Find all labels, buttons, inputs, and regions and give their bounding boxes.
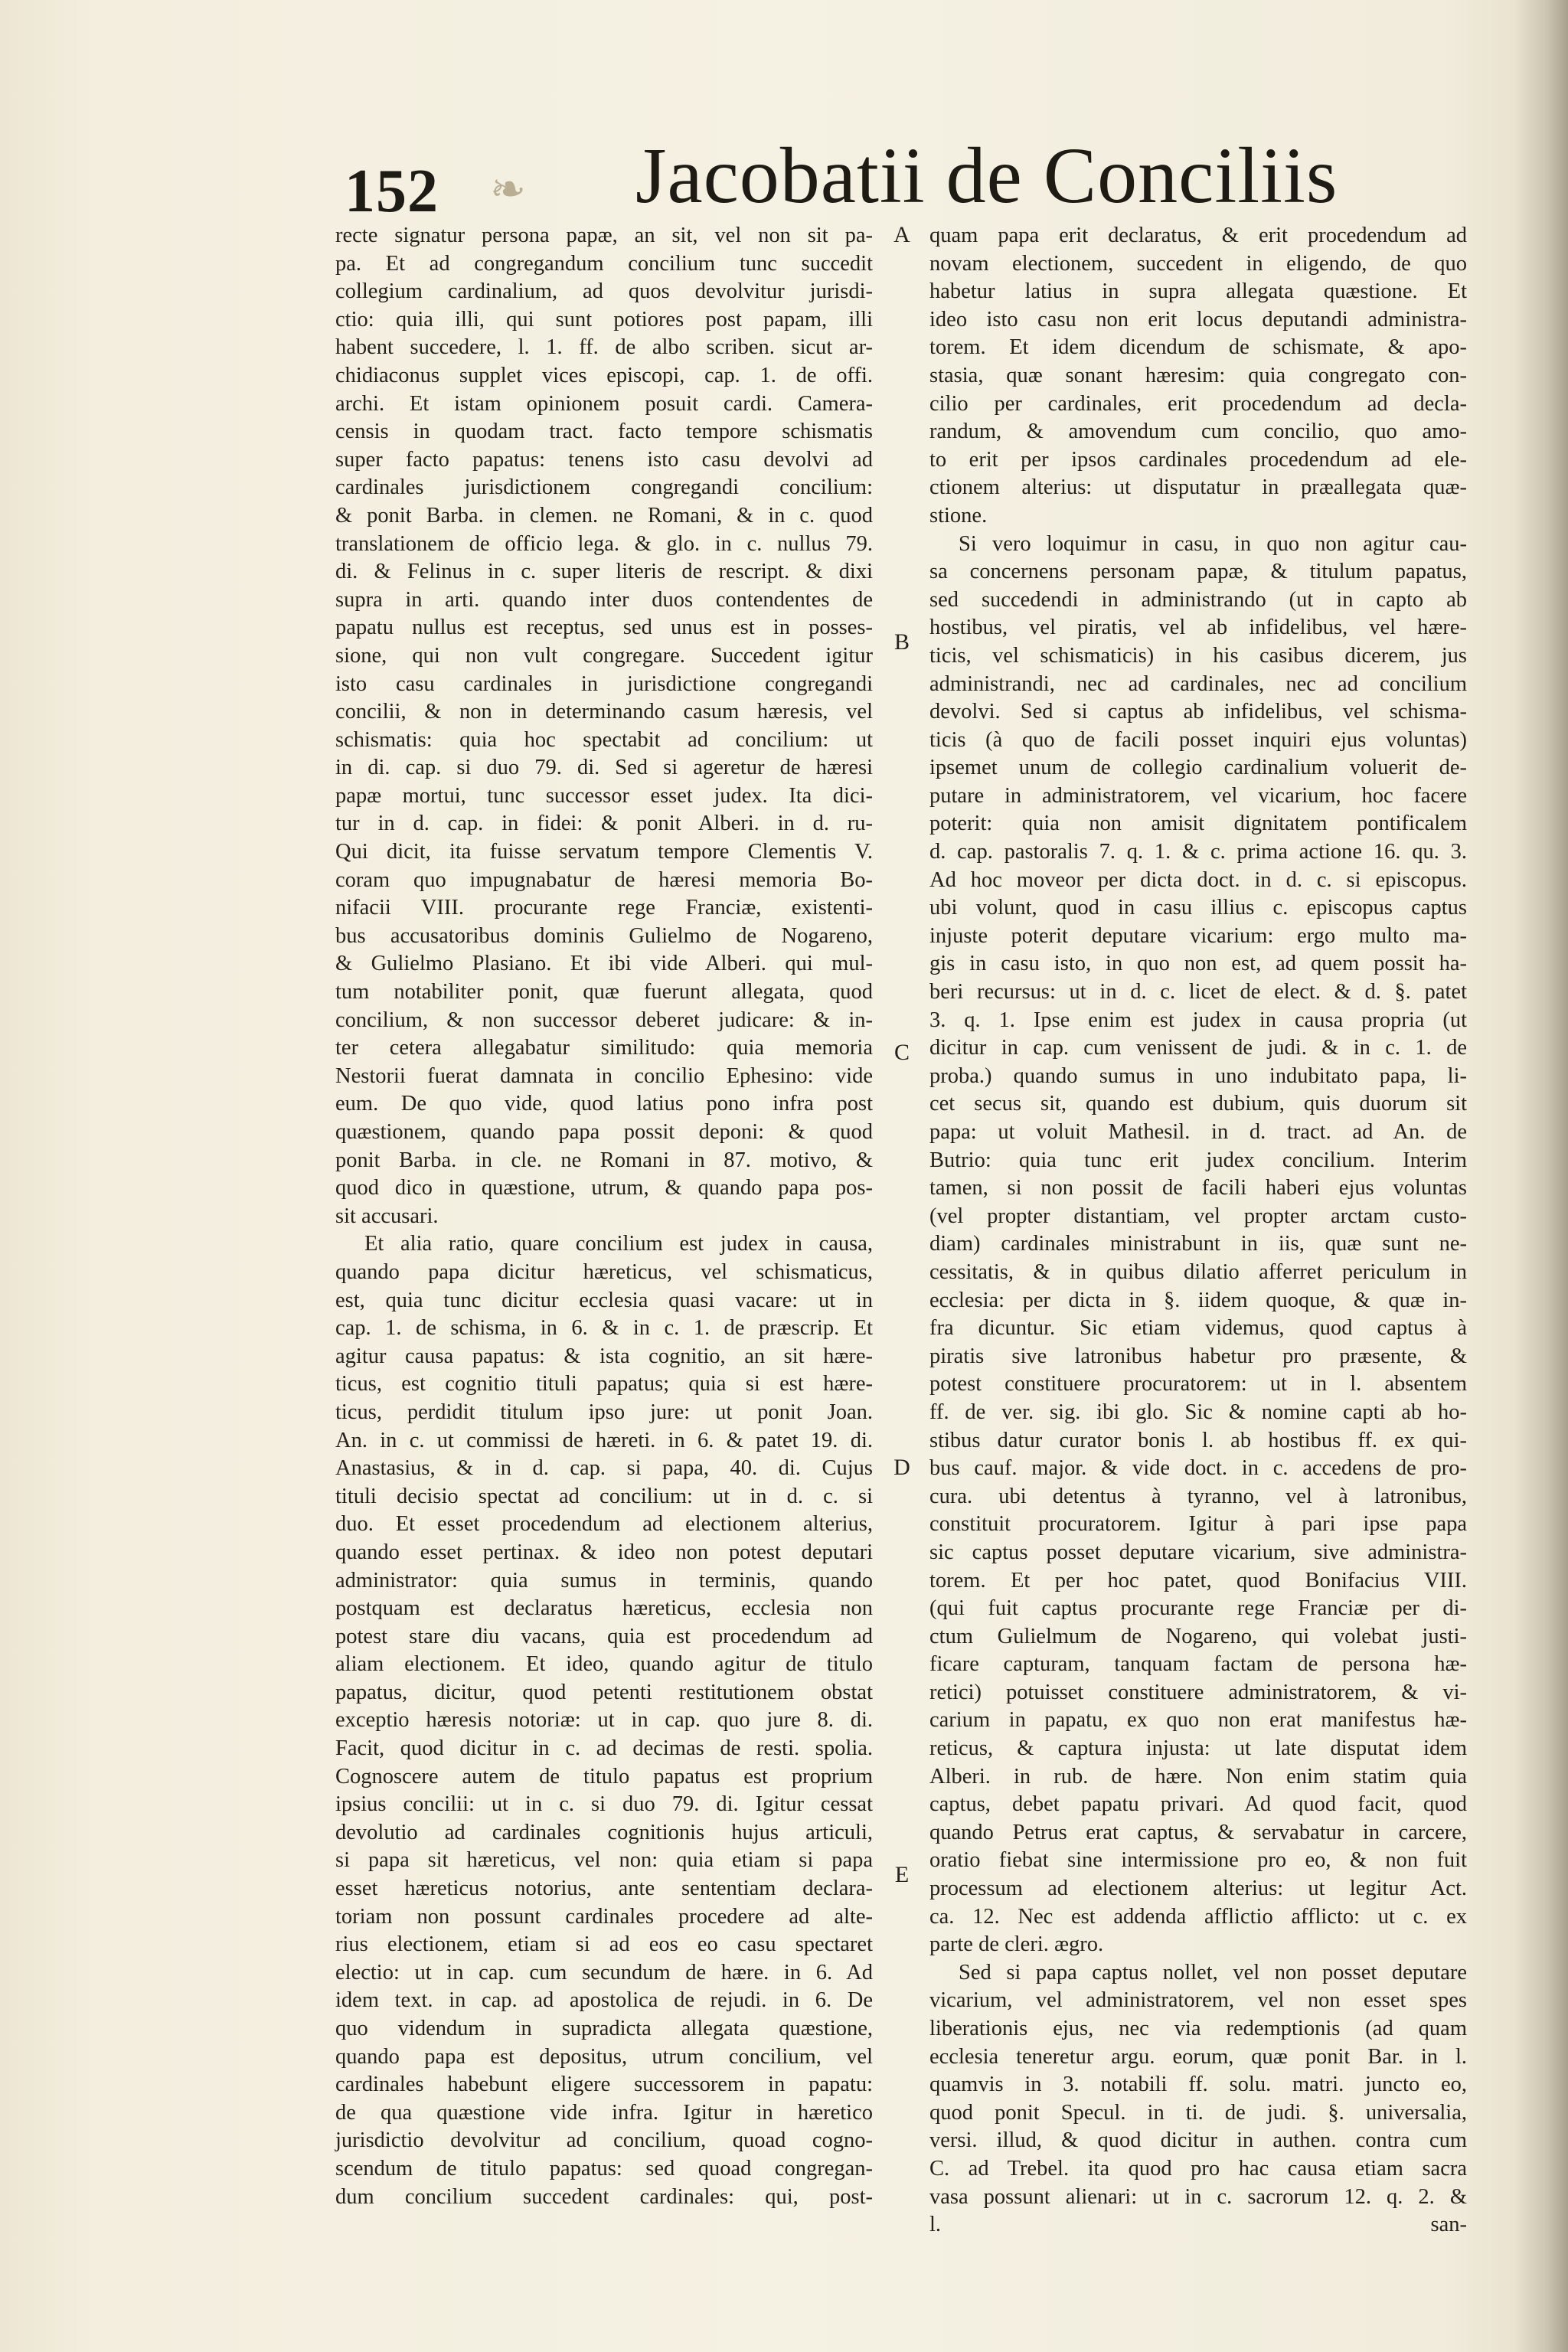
text-line: versi. illud, & quod dicitur in authen. contra cum (929, 2128, 1467, 2153)
text-line: dum concilium succedent cardinales: qui, post- (335, 2184, 873, 2209)
text-line: schismatis: quia hoc spectabit ad concilium: ut (335, 727, 873, 752)
text-line: quod ponit Specul. in ti. de judi. §. universalia, (929, 2100, 1467, 2125)
margin-marker-d: D (893, 1455, 910, 1480)
text-line: ticis, vel schismaticis) in his casibus dicerem, jus (929, 643, 1467, 668)
text-line: super facto papatus: tenens isto casu devolvi ad (335, 447, 873, 472)
text-line: Alberi. in rub. de hære. Non enim statim quia (929, 1764, 1467, 1788)
text-line: isto casu cardinales in jurisdictione congregandi (335, 671, 873, 696)
text-line: idem text. in cap. ad apostolica de rejudi. in 6. De (335, 1988, 873, 2013)
text-line: administrandi, nec ad cardinales, nec ad concilium (929, 671, 1467, 696)
faded-ornament: ❧ (490, 166, 526, 214)
text-line: to erit per ipsos cardinales procedendum ad ele- (929, 447, 1467, 472)
text-line: quæstionem, quando papa possit deponi: & quod (335, 1120, 873, 1144)
text-line: habetur latius in supra allegata quæstione. Et (929, 279, 1467, 304)
text-line: Ad hoc moveor per dicta doct. in d. c. si episcopus. (929, 867, 1467, 892)
text-line: censis in quodam tract. facto tempore schismatis (335, 420, 873, 444)
text-line: gis in casu isto, in quo non est, ad quem possit ha- (929, 952, 1467, 976)
margin-marker-b: B (893, 629, 910, 655)
text-line: pa. Et ad congregandum concilium tunc succedit (335, 251, 873, 276)
text-line: torem. Et idem dicendum de schismate, & apo- (929, 335, 1467, 360)
text-line: administrator: quia sumus in terminis, quando (335, 1568, 873, 1592)
text-line: bus cauf. major. & vide doct. in c. accedens de pro- (929, 1456, 1467, 1481)
text-line: cap. 1. de schisma, in 6. & in c. 1. de præscrip. Et (335, 1316, 873, 1341)
text-line: dicitur in cap. cum venissent de judi. & in c. 1. de (929, 1036, 1467, 1060)
text-line: eum. De quo vide, quod latius pono infra post (335, 1092, 873, 1116)
text-line: novam electionem, succedent in eligendo, de quo (929, 251, 1467, 276)
text-line: ipsemet unum de collegio cardinalium voluerit de- (929, 756, 1467, 780)
text-line: potest stare diu vacans, quia est procedendum ad (335, 1624, 873, 1648)
text-line: cardinales jurisdictionem congregandi concilium: (335, 475, 873, 500)
text-line: constituit procuratorem. Igitur à pari ipse papa (929, 1512, 1467, 1537)
text-line: ctionem alterius: ut disputatur in præallegata quæ- (929, 475, 1467, 500)
text-line: papa: ut voluit Mathesil. in d. tract. ad An. de (929, 1120, 1467, 1144)
text-line: concilium, & non successor deberet judicare: & in- (335, 1008, 873, 1032)
text-line: randum, & amovendum cum concilio, quo amo- (929, 420, 1467, 444)
text-line: Si vero loquimur in casu, in quo non agitur cau- (959, 531, 1467, 556)
text-line: Anastasius, & in d. cap. si papa, 40. di. Cujus (335, 1456, 873, 1481)
text-line: 3. q. 1. Ipse enim est judex in causa propria (ut (929, 1008, 1467, 1032)
margin-marker-e: E (894, 1862, 910, 1887)
text-line: sit accusari. (335, 1204, 439, 1228)
text-line: supra in arti. quando inter duos contendentes de (335, 587, 873, 612)
text-line: sa concernens personam papæ, & titulum papatus, (929, 560, 1467, 584)
text-line: cilio per cardinales, erit procedendum ad decla- (929, 391, 1467, 416)
text-line: cessitatis, & in quibus dilatio afferret periculum in (929, 1259, 1467, 1284)
text-line: de qua quæstione vide infra. Igitur in hæretico (335, 2100, 873, 2125)
text-line: potest constituere procuratorem: ut in l. absentem (929, 1372, 1467, 1396)
text-line: bus accusatoribus dominis Gulielmo de Nogareno, (335, 923, 873, 948)
right-text-column (929, 222, 1467, 2239)
text-line: d. cap. pastoralis 7. q. 1. & c. prima actione 16. qu. 3. (929, 840, 1467, 864)
text-line: ecclesia teneretur argu. eorum, quæ ponit Bar. in l. (929, 2044, 1467, 2069)
text-line: cura. ubi detentus à tyranno, vel à latronibus, (929, 1484, 1467, 1508)
text-line: exceptio hæresis notoriæ: ut in cap. quo jure 8. di. (335, 1708, 873, 1733)
text-line: ideo isto casu non erit locus deputandi administra- (929, 307, 1467, 332)
text-line: Sed si papa captus nollet, vel non posset deputare (959, 1960, 1467, 1984)
text-line: sed succedendi in administrando (ut in capto ab (929, 587, 1467, 612)
text-line: captus, debet papatu privari. Ad quod facit, quod (929, 1792, 1467, 1817)
text-line: stibus datur curator bonis l. ab hostibus ff. ex qui- (929, 1428, 1467, 1452)
margin-marker-c: C (893, 1040, 910, 1065)
text-line: electio: ut in cap. cum secundum de hære. in 6. Ad (335, 1960, 873, 1984)
text-line: quod dico in quæstione, utrum, & quando papa pos- (335, 1176, 873, 1200)
text-line: quam papa erit declaratus, & erit procedendum ad (929, 224, 1467, 247)
text-line: translationem de officio lega. & glo. in c. nullus 79. (335, 531, 873, 556)
text-line: carium in papatu, ex quo non erat manifestus hæ- (929, 1708, 1467, 1733)
text-line: Qui dicit, ita fuisse servatum tempore Clementis V. (335, 840, 873, 864)
text-line: tituli decisio spectat ad concilium: ut in d. c. si (335, 1484, 873, 1508)
text-line: piratis sive latronibus habetur pro præsente, & (929, 1344, 1467, 1368)
page-edge-shadow (1514, 0, 1568, 2352)
text-line: ficare capturam, tanquam factam de persona hæ- (929, 1652, 1467, 1677)
text-line: liberationis ejus, nec via redemptionis (ad quam (929, 2017, 1467, 2040)
text-line: ubi volunt, quod in casu illius c. episcopus captus (929, 896, 1467, 920)
margin-marker-a: A (893, 222, 910, 247)
text-line: torem. Et per hoc patet, quod Bonifacius VIII. (929, 1568, 1467, 1592)
text-line: papatu nullus est receptus, sed unus est in posses- (335, 616, 873, 640)
text-line: recte signatur persona papæ, an sit, vel non sit pa- (335, 224, 873, 247)
text-line: sione, qui non vult congregare. Succedent igitur (335, 643, 873, 668)
text-line: si papa sit hæreticus, vel non: quia etiam si papa (335, 1848, 873, 1873)
text-line: diam) cardinales ministrabunt in iis, quæ sunt ne- (929, 1232, 1467, 1256)
text-line: archi. Et istam opinionem posuit cardi. Camera- (335, 391, 873, 416)
text-line: devolutio ad cardinales cognitionis hujus articuli, (335, 1820, 873, 1844)
text-line: ff. de ver. sig. ibi glo. Sic & nomine capti ab ho- (929, 1400, 1467, 1424)
text-line: cardinales habebunt eligere successorem in papatu: (335, 2073, 873, 2097)
text-line: quando papa dicitur hæreticus, vel schismaticus, (335, 1259, 873, 1284)
text-line: An. in c. ut commissi de hæreti. in 6. & patet 19. di. (335, 1428, 873, 1452)
text-line: vicarium, vel administratorem, vel non esset spes (929, 1988, 1467, 2013)
text-line: esset hæreticus notorius, ante sententiam declara- (335, 1877, 873, 1901)
text-line: fra dicuntur. Sic etiam videmus, quod captus à (929, 1316, 1467, 1341)
text-line: Facit, quod dicitur in c. ad decimas de resti. spolia. (335, 1736, 873, 1761)
text-line: (qui fuit captus procurante rege Franciæ per di- (929, 1596, 1467, 1621)
text-line: est, quia tunc dicitur ecclesia quasi vacare: ut in (335, 1288, 873, 1312)
text-line: tur in d. cap. in fidei: & ponit Alberi. in d. ru- (335, 812, 873, 836)
text-line: coram quo impugnabatur de hæresi memoria Bo- (335, 867, 873, 892)
text-line: & Gulielmo Plasiano. Et ibi vide Alberi. qui mul- (335, 952, 873, 976)
text-line: tum notabiliter ponit, quæ fuerunt allegata, quod (335, 980, 873, 1004)
text-line: ticus, est cognitio tituli papatus; quia si est hære- (335, 1372, 873, 1396)
text-line: concilii, & non in determinando casum hæresis, vel (335, 700, 873, 724)
text-line: aliam electionem. Et ideo, quando agitur de titulo (335, 1652, 873, 1677)
text-line: papæ mortui, tunc successor esset judex. Ita dici- (335, 783, 873, 808)
text-line: postquam est declaratus hæreticus, ecclesia non (335, 1596, 873, 1621)
text-line: beri recursus: ut in d. c. licet de elect. & d. §. patet (929, 980, 1467, 1004)
text-line: ecclesia: per dicta in §. iidem quoque, & quæ in- (929, 1288, 1467, 1312)
page-number: 152 (345, 158, 439, 225)
text-line: ticus, perdidit titulum ipso jure: ut ponit Joan. (335, 1400, 873, 1424)
text-line: retici) potuisset constituere administratorem, & vi- (929, 1680, 1467, 1704)
text-line: Nestorii fuerat damnata in concilio Ephesino: vide (335, 1063, 873, 1088)
text-line: quando Petrus erat captus, & servabatur in carcere, (929, 1820, 1467, 1844)
left-text-column (335, 222, 873, 2211)
text-line: parte de cleri. ægro. (929, 1932, 1104, 1957)
text-line: Butrio: quia tunc erit judex concilium. Interim (929, 1148, 1467, 1172)
text-line: putare in administratorem, vel vicarium, hoc facere (929, 783, 1467, 808)
text-line: di. & Felinus in c. super literis de rescript. & dixi (335, 560, 873, 584)
running-title: Jacobatii de Conciliis (635, 132, 1338, 220)
text-line: tamen, si non possit de facili haberi ejus voluntas (929, 1176, 1467, 1200)
text-line: collegium cardinalium, ad quos devolvitur jurisdi- (335, 279, 873, 304)
text-line: proba.) quando sumus in uno indubitato papa, li- (929, 1063, 1467, 1088)
text-line: chidiaconus supplet vices episcopi, cap. 1. de offi. (335, 363, 873, 387)
text-line: ponit Barba. in cle. ne Romani in 87. motivo, & (335, 1148, 873, 1172)
text-line: reticus, & captura injusta: ut late disputat idem (929, 1736, 1467, 1761)
text-line: devolvi. Sed si captus ab infidelibus, vel schisma- (929, 700, 1467, 724)
text-line: stione. (929, 503, 988, 528)
text-line: papatus, dicitur, quod petenti restitutionem obstat (335, 1680, 873, 1704)
text-line: Cognoscere autem de titulo papatus est proprium (335, 1764, 873, 1788)
text-line: quando esset pertinax. & ideo non potest deputari (335, 1540, 873, 1564)
text-line: & ponit Barba. in clemen. ne Romani, & in c. quod (335, 503, 873, 528)
text-line: cet secus sit, quando est dubium, quis duorum sit (929, 1092, 1467, 1116)
text-line: (vel propter distantiam, vel propter arctam custo- (929, 1204, 1467, 1228)
text-line: quo videndum in supradicta allegata quæstione, (335, 2017, 873, 2040)
text-line: toriam non possunt cardinales procedere ad alte- (335, 1904, 873, 1929)
text-line: poterit: quia non amisit dignitatem pontificalem (929, 812, 1467, 836)
text-line: l. san- (929, 2213, 1467, 2237)
text-line: ipsius concilii: ut in c. si duo 79. di. Igitur cessat (335, 1792, 873, 1817)
text-line: nifacii VIII. procurante rege Franciæ, existenti- (335, 896, 873, 920)
text-line: injuste poterit deputare vicarium: ergo multo ma- (929, 923, 1467, 948)
text-line: quamvis in 3. notabili ff. solu. matri. juncto eo, (929, 2073, 1467, 2097)
text-line: hostibus, vel piratis, vel ab infidelibus, vel hære- (929, 616, 1467, 640)
text-line: oratio fiebat sine intermissione pro eo, & non fuit (929, 1848, 1467, 1873)
text-line: quando papa est depositus, utrum concilium, vel (335, 2044, 873, 2069)
text-line: ca. 12. Nec est addenda afflictio afflicto: ut c. ex (929, 1904, 1467, 1929)
text-line: processum ad electionem alterius: ut legitur Act. (929, 1877, 1467, 1901)
text-line: habent succedere, l. 1. ff. de albo scriben. sicut ar- (335, 335, 873, 360)
text-line: duo. Et esset procedendum ad electionem alterius, (335, 1512, 873, 1537)
text-line: stasia, quæ sonant hæresim: quia congregato con- (929, 363, 1467, 387)
text-line: in di. cap. si duo 79. di. Sed si agеretur de hæresi (335, 756, 873, 780)
text-line: ctum Gulielmum de Nogareno, qui volebat justi- (929, 1624, 1467, 1648)
text-line: vasa possunt alienari: ut in c. sacrorum 12. q. 2. & (929, 2184, 1467, 2209)
text-line: sic captus posset deputare vicarium, sive administra- (929, 1540, 1467, 1564)
text-line: ticis (à quo de facili posset inquiri ejus voluntas) (929, 727, 1467, 752)
text-line: jurisdictio devolvitur ad concilium, quoad cogno- (335, 2128, 873, 2153)
text-line: C. ad Trebel. ita quod pro hac causa etiam sacra (929, 2156, 1467, 2180)
text-line: Et alia ratio, quare concilium est judex in causa, (364, 1232, 873, 1256)
text-line: agitur causa papatus: & ista cognitio, an sit hære- (335, 1344, 873, 1368)
text-line: ctio: quia illi, qui sunt potiores post papam, illi (335, 307, 873, 332)
text-line: ter cetera allegabatur similitudo: quia memoria (335, 1036, 873, 1060)
text-line: scendum de titulo papatus: sed quoad congregan- (335, 2156, 873, 2180)
text-line: rius electionem, etiam si ad eos eo casu spectaret (335, 1932, 873, 1957)
